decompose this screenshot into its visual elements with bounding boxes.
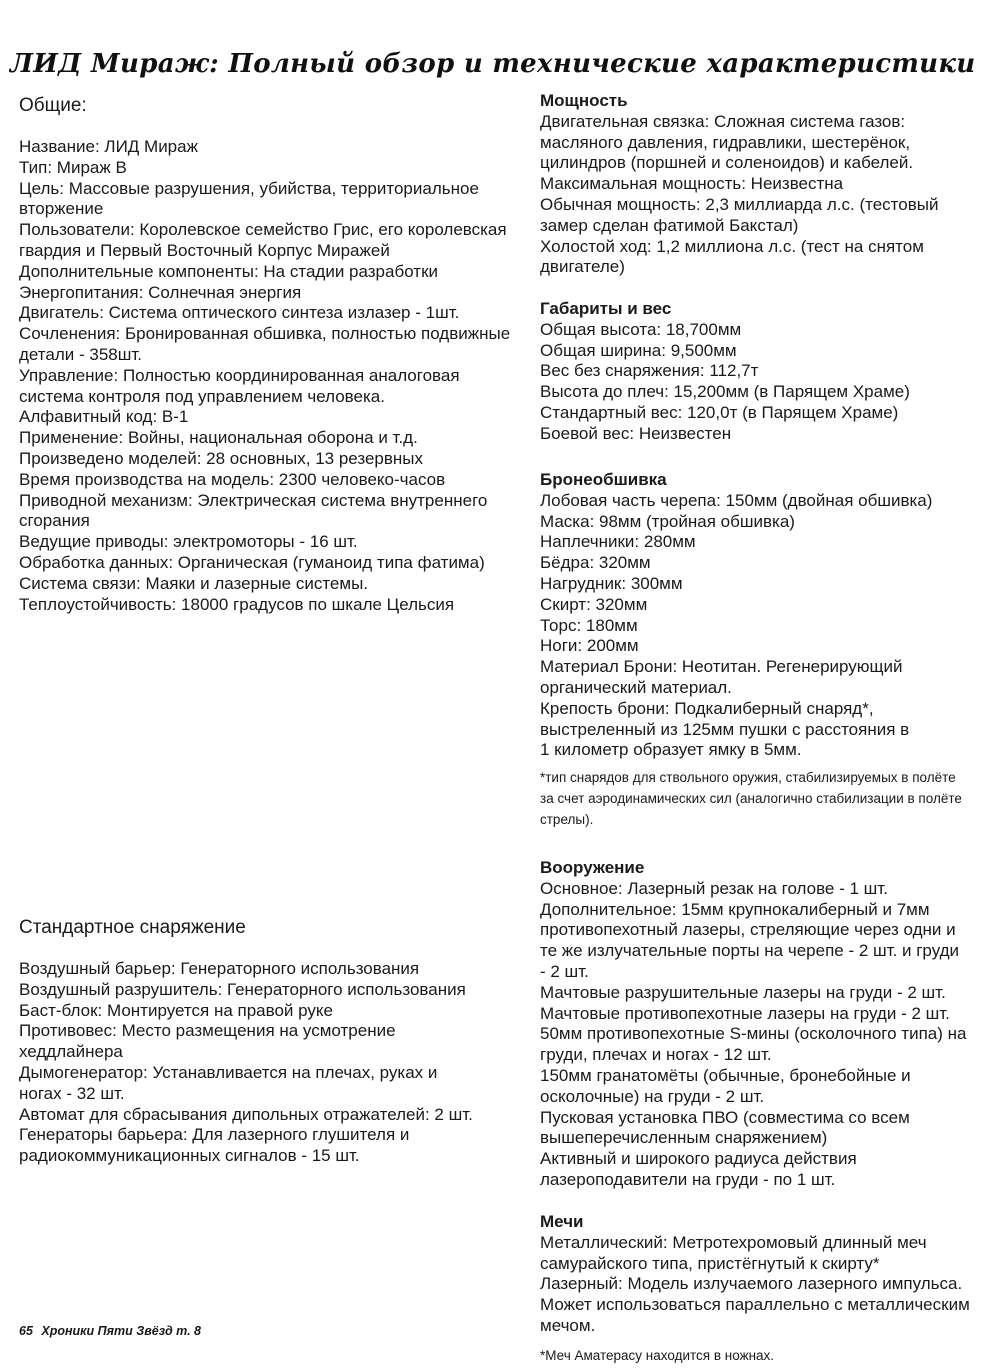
spec-line: Воздушный барьер: Генераторного использования [19,959,420,978]
spec-line: Ведущие приводы: электромоторы - 16 шт. [19,532,358,552]
spec-line: радиокоммуникационных сигналов - 15 шт. [19,1146,360,1166]
weapons-section [540,858,985,1191]
power-heading: Мощность [540,91,628,110]
spec-line: Обработка данных: Органическая (гуманоид типа фатима) [19,552,485,572]
spec-line: Мачтовые разрушительные лазеры на груди - 2 шт. [540,982,946,1002]
spec-line: - 2 шт. [540,961,589,981]
spec-line: Двигатель: Система оптического синтеза излазер - 1шт. [19,303,460,323]
publication-name: Хроники Пяти Звёзд т. 8 [41,1324,201,1338]
armor-lines [540,491,985,761]
spec-line: масляного давления, гидравлики, шестерёнок, [540,132,911,152]
spec-line: Бёдра: 320мм [540,553,651,573]
spec-line: Металлический: Метротехромовый длинный меч [540,1232,927,1252]
weapons-heading: Вооружение [540,858,645,877]
spec-line: Название: ЛИД Мираж [19,137,198,156]
spec-line: выстреленный из 125мм пушки с расстояния в [540,719,910,739]
spec-line: те же излучательные порты на черепе - 2 шт. и груди [540,941,960,961]
spec-line: Наплечники: 280мм [540,532,696,552]
dimensions-heading: Габариты и вес [540,299,672,318]
spec-line: противопехотный лазеры, стреляющие через одни и [540,920,956,940]
swords-footnote: *Меч Аматерасу находится в ножнах. [540,1348,775,1363]
swords-lines [540,1233,985,1337]
spec-line: Система связи: Маяки и лазерные системы. [19,573,369,593]
spec-line: Высота до плеч: 15,200мм (в Парящем Храме) [540,382,910,402]
spec-line: Сочленения: Бронированная обшивка, полностью подвижные [19,324,511,344]
swords-heading: Мечи [540,1212,584,1231]
spec-line: груди, плечах и ногах - 12 шт. [540,1045,772,1065]
spec-line: Материал Брони: Неотитан. Регенерирующий [540,657,903,677]
armor-section [540,470,985,830]
spec-line: Обычная мощность: 2,3 миллиарда л.с. (тестовый [540,194,939,214]
footnote-line: *тип снарядов для ствольного оружия, стабилизируемых в полёте [540,770,956,786]
spec-line: Вес без снаряжения: 112,7т [540,361,759,381]
power-lines [540,112,985,278]
spec-line: лазероподавители на груди - по 1 шт. [540,1169,836,1189]
spec-line: Баст-блок: Монтируется на правой руке [19,1000,333,1020]
dimensions-lines [540,320,985,445]
spec-line: Генераторы барьера: Для лазерного глушителя и [19,1125,410,1145]
general-heading: Общие: [19,95,87,116]
spec-line: Крепость брони: Подкалиберный снаряд*, [540,698,874,718]
dimensions-section [540,299,985,445]
spec-line: Скирт: 320мм [540,594,648,614]
spec-line: Двигательная связка: Сложная система газов: [540,111,906,131]
spec-line: Может использоваться параллельно с металлическим [540,1295,970,1315]
spec-line: Пользователи: Королевское семейство Грис, его королевская [19,220,507,240]
equipment-lines [19,959,524,1167]
spec-line: Цель: Массовые разрушения, убийства, территориальное [19,178,479,198]
swords-section [540,1212,985,1337]
spec-line: Боевой вес: Неизвестен [540,423,732,443]
spec-line: Общая ширина: 9,500мм [540,340,737,360]
spec-line: детали - 358шт. [19,344,143,364]
spec-line: Активный и широкого радиуса действия [540,1149,857,1169]
spec-line: органический материал. [540,677,732,697]
spec-line: Дымогенератор: Устанавливается на плечах, руках и [19,1062,438,1082]
spec-line: Мачтовые противопехотные лазеры на груди - 2 шт. [540,1003,950,1023]
spec-line: Стандартный вес: 120,0т (в Парящем Храме) [540,402,899,422]
spec-line: Максимальная мощность: Неизвестна [540,174,844,194]
armor-note [540,767,985,830]
spec-line: Торс: 180мм [540,615,638,635]
page-footer [19,1324,201,1338]
power-section [540,91,985,278]
weapons-lines [540,879,985,1191]
spec-line: самурайского типа, пристёгнутый к скирту* [540,1253,880,1273]
spec-line: мечом. [540,1315,596,1335]
spec-line: гвардия и Первый Восточный Корпус Миражей [19,240,390,260]
spec-line: Применение: Войны, национальная оборона и т.д. [19,428,418,448]
spec-line: Автомат для сбрасывания дипольных отражателей: 2 шт. [19,1104,473,1124]
spec-line: 50мм противопехотные S-мины (осколочного типа) на [540,1024,967,1044]
page-number: 65 [19,1324,33,1338]
spec-line: сгорания [19,511,90,531]
spec-line: Управление: Полностью координированная аналоговая [19,365,460,385]
equipment-section [19,916,524,1167]
spec-line: Алфавитный код: B-1 [19,407,189,427]
spec-line: Теплоустойчивость: 18000 градусов по шкале Цельсия [19,594,455,614]
spec-line: Приводной механизм: Электрическая система внутреннего [19,490,488,510]
spec-line: хеддлайнера [19,1042,123,1062]
spec-line: Произведено моделей: 28 основных, 13 резервных [19,448,424,468]
spec-line: Время производства на модель: 2300 человеко-часов [19,469,446,489]
spec-line: Энергопитания: Солнечная энергия [19,282,302,302]
spec-line: Дополнительные компоненты: На стадии разработки [19,261,439,281]
spec-line: Ноги: 200мм [540,636,639,656]
equipment-heading: Стандартное снаряжение [19,917,246,938]
spec-line: Противовес: Место размещения на усмотрение [19,1021,396,1041]
page-title: ЛИД Мираж: Полный обзор и технические характеристики [10,49,976,79]
spec-line: Пусковая установка ПВО (совместима со всем [540,1107,910,1127]
spec-line: замер сделан фатимой Бакстал) [540,215,799,235]
spec-line: двигателе) [540,257,625,277]
spec-line: Нагрудник: 300мм [540,573,683,593]
spec-line: вторжение [19,199,104,219]
spec-line: цилиндров (поршней и соленоидов) и кабелей. [540,153,914,173]
spec-line: 150мм гранатомёты (обычные, бронебойные и [540,1065,911,1085]
armor-heading: Бронеобшивка [540,470,667,489]
footnote-line: за счет аэродинамических сил (аналогично стабилизации в полёте [540,791,962,807]
spec-line: Холостой ход: 1,2 миллиона л.с. (тест на снятом [540,236,924,256]
spec-line: Тип: Мираж В [19,157,127,177]
general-lines [19,137,524,615]
spec-line: Лобовая часть черепа: 150мм (двойная обшивка) [540,490,933,510]
spec-line: Воздушный разрушитель: Генераторного использования [19,979,466,999]
spec-line: осколочные) на груди - 2 шт. [540,1086,765,1106]
general-section [19,94,524,615]
spec-line: Основное: Лазерный резак на голове - 1 шт. [540,878,888,898]
spec-line: ногах - 32 шт. [19,1083,125,1103]
spec-line: система контроля под управлением человека. [19,386,385,406]
spec-line: Дополнительное: 15мм крупнокалиберный и 7мм [540,899,930,919]
spec-line: Маска: 98мм (тройная обшивка) [540,511,795,531]
spec-line: вышеперечисленным снаряжением) [540,1128,828,1148]
spec-line: Общая высота: 18,700мм [540,319,742,339]
spec-line: Лазерный: Модель излучаемого лазерного импульса. [540,1274,963,1294]
spec-line: 1 километр образует ямку в 5мм. [540,740,802,760]
footnote-line: стрелы). [540,812,594,828]
